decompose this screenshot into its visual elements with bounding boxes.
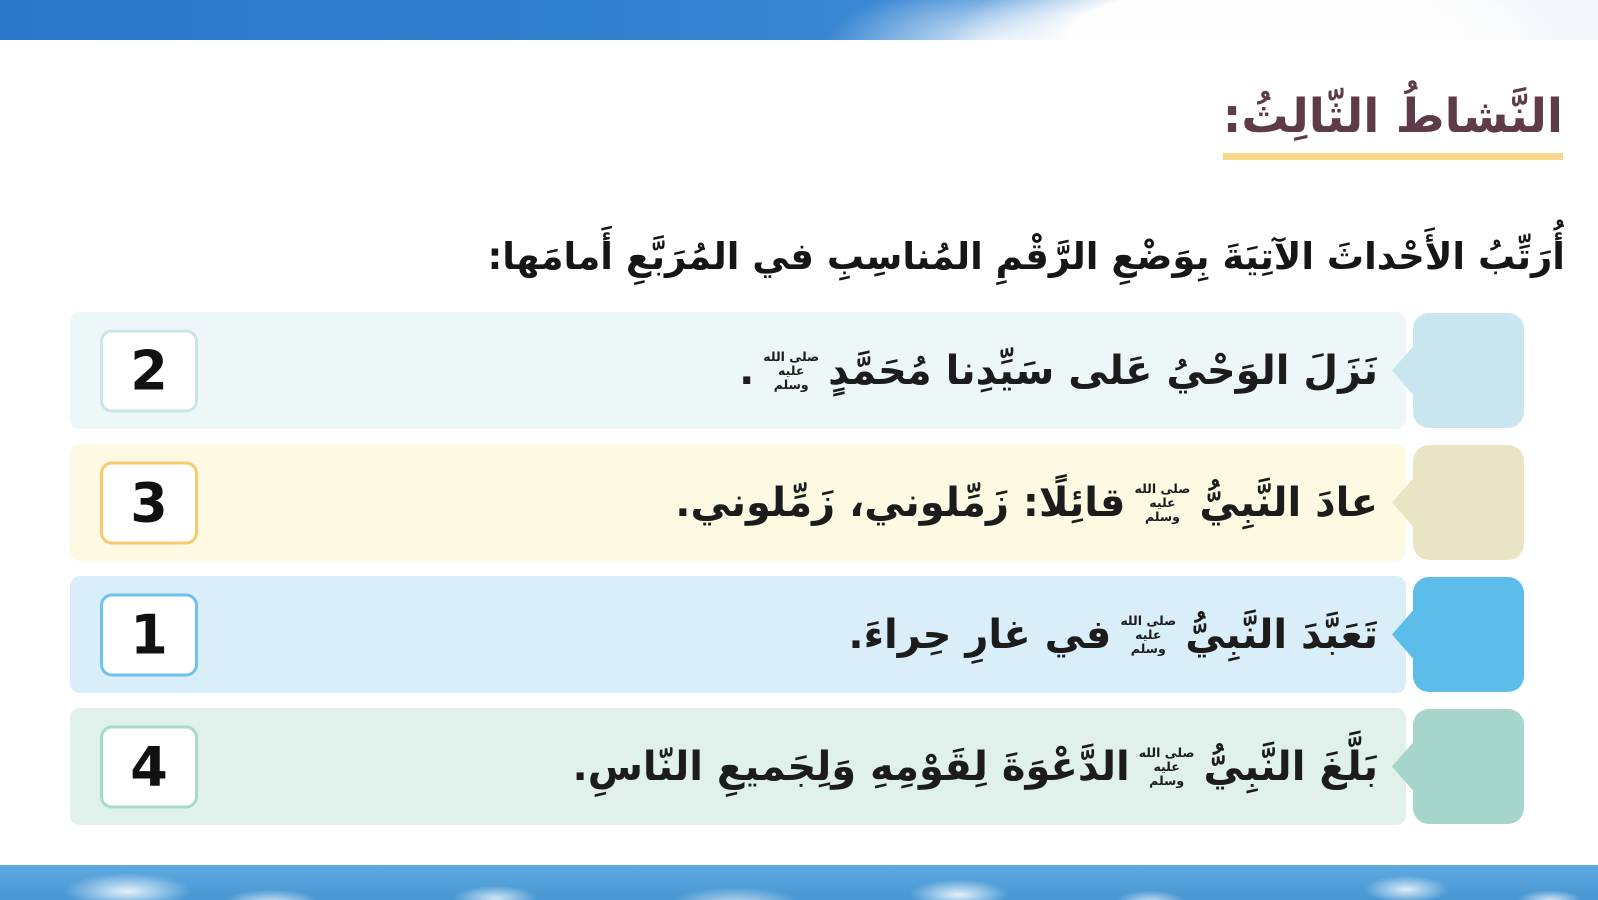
event-row-4-text [573, 744, 1378, 790]
answer-number: 4 [130, 735, 168, 798]
event-text-segment: في غارِ حِراءَ. [848, 611, 1112, 658]
event-row-2-background [70, 444, 1406, 561]
row-3-tab-icon [1413, 577, 1524, 692]
event-text-segment: الدَّعْوَةَ لِقَوْمِهِ وَلِجَميعِ النّاسِ. [572, 743, 1130, 790]
event-row-2-text [675, 480, 1378, 526]
pbuh-seal-icon: صلى الله عليه وسلم [1120, 612, 1177, 656]
answer-number-box-2[interactable] [100, 461, 198, 544]
event-text-segment: عادَ النَّبِيُّ [1199, 479, 1378, 526]
answer-number-box-1[interactable] [100, 329, 198, 412]
event-text-segment: بَلَّغَ النَّبِيُّ [1203, 743, 1378, 790]
pbuh-seal-icon: صلى الله عليه وسلم [1138, 744, 1195, 788]
event-row-4 [70, 708, 1524, 825]
event-row-1-background [70, 312, 1406, 429]
row-4-tab-icon [1413, 709, 1524, 824]
answer-number: 1 [130, 603, 168, 666]
pbuh-seal-icon: صلى الله عليه وسلم [763, 348, 820, 392]
event-row-3-text [848, 612, 1378, 658]
answer-number-box-4[interactable] [100, 725, 198, 808]
event-text-segment: نَزَلَ الوَحْيُ عَلى سَيِّدِنا مُحَمَّدٍ [828, 347, 1378, 394]
activity-title: النَّشاطُ الثّالِثُ: [1223, 89, 1563, 160]
row-1-tab-icon [1413, 313, 1524, 428]
event-text-segment: . [739, 347, 755, 394]
events-list [70, 312, 1524, 840]
event-row-3-background [70, 576, 1406, 693]
activity-instruction: أُرَتِّبُ الأَحْداثَ الآتِيَةَ بِوَضْعِ الرَّقْمِ المُناسِبِ في المُرَبَّعِ أَمامَها: [487, 235, 1565, 278]
event-row-4-background [70, 708, 1406, 825]
answer-number: 3 [130, 471, 168, 534]
event-row-2 [70, 444, 1524, 561]
event-text-segment: قائِلًا: زَمِّلوني، زَمِّلوني. [675, 479, 1126, 526]
event-row-3 [70, 576, 1524, 693]
event-row-1 [70, 312, 1524, 429]
event-row-1-text [739, 348, 1378, 394]
answer-number-box-3[interactable] [100, 593, 198, 676]
answer-number: 2 [130, 339, 168, 402]
sky-top-banner [0, 0, 1598, 40]
sky-bottom-banner [0, 865, 1598, 900]
event-text-segment: تَعَبَّدَ النَّبِيُّ [1185, 611, 1378, 658]
row-2-tab-icon [1413, 445, 1524, 560]
pbuh-seal-icon: صلى الله عليه وسلم [1134, 480, 1191, 524]
